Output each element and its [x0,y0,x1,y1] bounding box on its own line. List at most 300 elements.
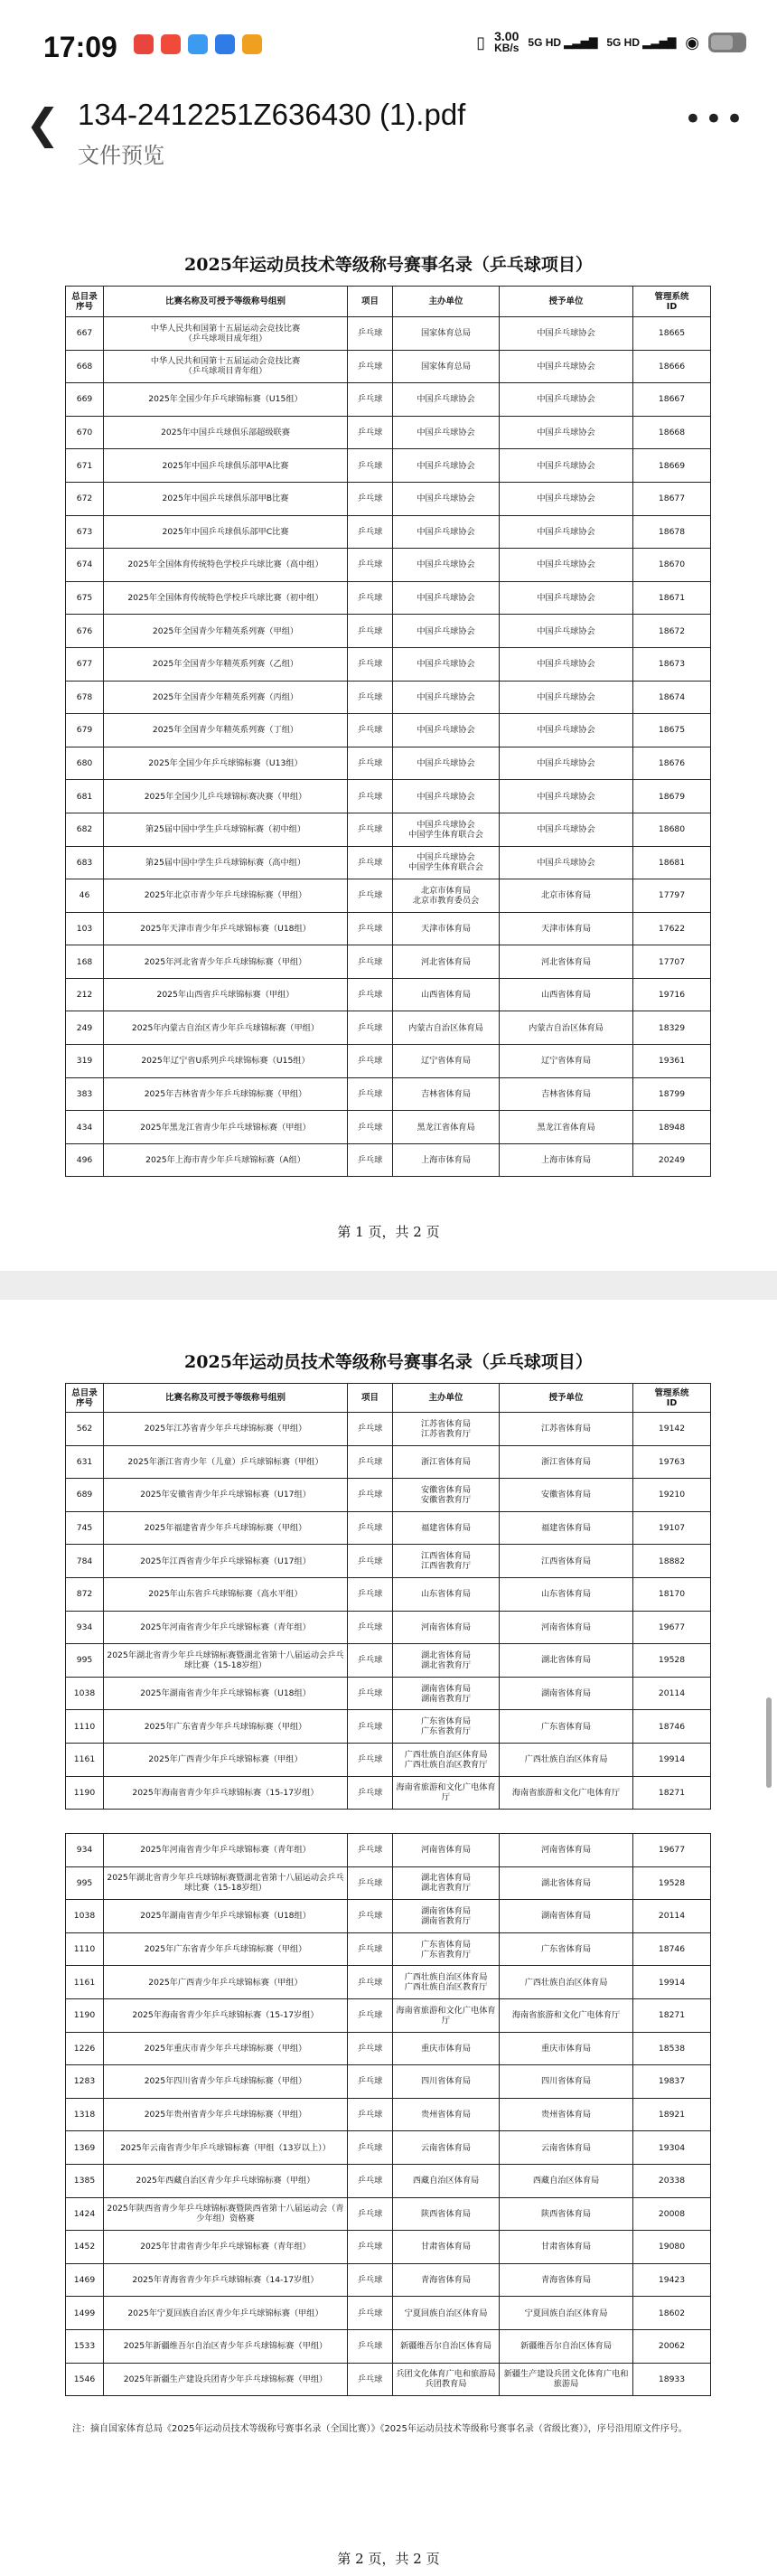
cell-index: 1161 [66,1743,104,1776]
cell-index: 995 [66,1644,104,1678]
cell-system-id: 19914 [633,1743,711,1776]
cell-organizer: 广西壮族自治区体育局 广西壮族自治区教育厅 [393,1966,500,1999]
cell-grantor: 湖北省体育局 [500,1644,633,1678]
cell-system-id: 19716 [633,978,711,1011]
cell-organizer: 山西省体育局 [393,978,500,1011]
cell-organizer: 中国乒乓球协会 中国学生体育联合会 [393,846,500,879]
cell-organizer: 宁夏回族自治区体育局 [393,2297,500,2330]
cell-index: 1283 [66,2065,104,2099]
table-row [66,1866,711,1900]
table-row [66,1445,711,1479]
cell-event-name: 2025年全国青少年精英系列赛（丁组） [104,714,348,747]
cell-index: 1318 [66,2098,104,2131]
cell-system-id: 18674 [633,681,711,714]
cell-index: 1226 [66,2032,104,2065]
table-row [66,1611,711,1644]
cell-system-id: 20249 [633,1143,711,1177]
cell-system-id: 19837 [633,2065,711,2099]
cell-sport: 乒乓球 [348,2032,393,2065]
cell-grantor: 山东省体育局 [500,1577,633,1611]
sim1-signal: 5G HD ▂▃▅▇ [528,36,598,49]
cell-system-id: 20114 [633,1900,711,1933]
cell-organizer: 内蒙古自治区体育局 [393,1011,500,1045]
table-row [66,350,711,383]
table-row [66,1111,711,1144]
cell-sport: 乒乓球 [348,2197,393,2231]
cell-index: 934 [66,1834,104,1867]
data-saver-icon: ▯ [476,33,486,52]
cell-organizer: 广东省体育局 广东省教育厅 [393,1710,500,1744]
cell-sport: 乒乓球 [348,2131,393,2165]
pdf-page-2 [0,1300,777,2576]
cell-event-name: 2025年全国青少年精英系列赛（丙组） [104,681,348,714]
cell-system-id: 18672 [633,615,711,648]
cell-system-id: 18677 [633,482,711,515]
cell-index: 1533 [66,2329,104,2363]
cell-system-id: 18665 [633,317,711,351]
cell-event-name: 2025年广东省青少年乒乓球锦标赛（甲组） [104,1710,348,1744]
table-row [66,2065,711,2099]
cell-organizer: 上海市体育局 [393,1143,500,1177]
cell-sport: 乒乓球 [348,1077,393,1111]
table-row [66,1710,711,1744]
cell-index: 670 [66,416,104,449]
cell-grantor: 云南省体育局 [500,2131,633,2165]
cell-system-id: 19763 [633,1445,711,1479]
cell-index: 319 [66,1045,104,1078]
table-row [66,1998,711,2032]
cell-sport: 乒乓球 [348,2263,393,2297]
cell-sport: 乒乓球 [348,813,393,846]
table-row [66,1644,711,1678]
cell-event-name: 2025年陕西省青少年乒乓球锦标赛暨陕西省第十八届运动会（青少年组）资格赛 [104,2197,348,2231]
cell-system-id: 19677 [633,1834,711,1867]
cell-grantor: 中国乒乓球协会 [500,846,633,879]
cell-grantor: 浙江省体育局 [500,1445,633,1479]
cell-organizer: 广西壮族自治区体育局 广西壮族自治区教育厅 [393,1743,500,1776]
cell-organizer: 中国乒乓球协会 [393,615,500,648]
cell-grantor: 中国乒乓球协会 [500,747,633,780]
cell-index: 1424 [66,2197,104,2231]
table-row [66,1834,711,1867]
cell-grantor: 中国乒乓球协会 [500,416,633,449]
cell-event-name: 2025年山西省乒乓球锦标赛（甲组） [104,978,348,1011]
table-row [66,1577,711,1611]
cell-event-name: 2025年上海市青少年乒乓球锦标赛（A组） [104,1143,348,1177]
cell-system-id: 18921 [633,2098,711,2131]
cell-system-id: 18948 [633,1111,711,1144]
cell-event-name: 2025年天津市青少年乒乓球锦标赛（U18组） [104,912,348,945]
cell-sport: 乒乓球 [348,615,393,648]
cell-system-id: 18170 [633,1577,711,1611]
table-row [66,1511,711,1545]
cell-event-name: 2025年浙江省青少年（儿童）乒乓球锦标赛（甲组） [104,1445,348,1479]
cell-sport: 乒乓球 [348,1677,393,1710]
cell-grantor: 中国乒乓球协会 [500,780,633,813]
cell-event-name: 2025年江苏省青少年乒乓球锦标赛（甲组） [104,1413,348,1446]
back-arrow-icon[interactable]: ❮ [25,99,61,148]
cell-system-id: 18669 [633,449,711,483]
cell-organizer: 山东省体育局 [393,1577,500,1611]
document-title: 2025年运动员技术等级称号赛事名录（乒乓球项目） [184,255,593,275]
cell-grantor: 江西省体育局 [500,1545,633,1578]
cell-event-name: 2025年广东省青少年乒乓球锦标赛（甲组） [104,1932,348,1966]
cell-organizer: 河南省体育局 [393,1611,500,1644]
table-row [66,515,711,549]
table-row [66,1776,711,1810]
table-row [66,615,711,648]
table-row [66,449,711,483]
cell-system-id: 18271 [633,1776,711,1810]
cell-system-id: 18678 [633,515,711,549]
cell-event-name: 2025年新疆维吾尔自治区青少年乒乓球锦标赛（甲组） [104,2329,348,2363]
table-row [66,912,711,945]
cell-organizer: 河北省体育局 [393,945,500,979]
cell-organizer: 中国乒乓球协会 [393,780,500,813]
cell-system-id: 18668 [633,416,711,449]
cell-system-id: 19080 [633,2231,711,2264]
cell-sport: 乒乓球 [348,879,393,913]
cell-organizer: 吉林省体育局 [393,1077,500,1111]
cell-index: 673 [66,515,104,549]
cell-grantor: 重庆市体育局 [500,2032,633,2065]
cell-sport: 乒乓球 [348,1011,393,1045]
table-row [66,2329,711,2363]
col-id-header: 管理系统 ID [633,1384,711,1413]
cell-grantor: 中国乒乓球协会 [500,350,633,383]
cell-index: 1546 [66,2363,104,2396]
cell-sport: 乒乓球 [348,1834,393,1867]
cell-index: 1190 [66,1998,104,2032]
table-row [66,1011,711,1045]
cell-sport: 乒乓球 [348,747,393,780]
cell-grantor: 内蒙古自治区体育局 [500,1011,633,1045]
app-notification-icon [215,34,235,54]
col-index-header: 总目录 序号 [66,1384,104,1413]
cell-system-id: 18675 [633,714,711,747]
cell-event-name: 2025年全国青少年精英系列赛（甲组） [104,615,348,648]
cell-system-id: 18933 [633,2363,711,2396]
cell-event-name: 2025年广西青少年乒乓球锦标赛（甲组） [104,1743,348,1776]
app-notification-icon [134,34,154,54]
cell-event-name: 2025年重庆市青少年乒乓球锦标赛（甲组） [104,2032,348,2065]
cell-sport: 乒乓球 [348,383,393,417]
cell-organizer: 福建省体育局 [393,1511,500,1545]
cell-system-id: 20008 [633,2197,711,2231]
cell-event-name: 2025年西藏自治区青少年乒乓球锦标赛（甲组） [104,2164,348,2197]
cell-system-id: 19528 [633,1866,711,1900]
cell-sport: 乒乓球 [348,912,393,945]
cell-organizer: 兵团文化体育广电和旅游局 兵团教育局 [393,2363,500,2396]
table-row [66,2231,711,2264]
more-options-icon[interactable]: ••• [683,101,746,137]
cell-system-id: 20062 [633,2329,711,2363]
cell-event-name: 2025年青海省青少年乒乓球锦标赛（14-17岁组） [104,2263,348,2297]
cell-event-name: 2025年新疆生产建设兵团青少年乒乓球锦标赛（甲组） [104,2363,348,2396]
cell-sport: 乒乓球 [348,2329,393,2363]
cell-sport: 乒乓球 [348,1445,393,1479]
cell-grantor: 广东省体育局 [500,1710,633,1744]
cell-organizer: 西藏自治区体育局 [393,2164,500,2197]
cell-sport: 乒乓球 [348,2065,393,2099]
cell-grantor: 海南省旅游和文化广电体育厅 [500,1776,633,1810]
page-gap [0,1271,777,1300]
cell-index: 689 [66,1479,104,1512]
cell-system-id: 18673 [633,647,711,681]
cell-system-id: 19677 [633,1611,711,1644]
cell-grantor: 吉林省体育局 [500,1077,633,1111]
cell-event-name: 2025年中国乒乓球俱乐部甲A比赛 [104,449,348,483]
file-preview-label: 文件预览 [78,143,164,168]
cell-index: 434 [66,1111,104,1144]
cell-organizer: 海南省旅游和文化广电体育厅 [393,1998,500,2032]
cell-system-id: 19361 [633,1045,711,1078]
cell-grantor: 辽宁省体育局 [500,1045,633,1078]
cell-index: 683 [66,846,104,879]
cell-sport: 乒乓球 [348,1966,393,1999]
scrollbar-thumb[interactable] [766,1697,772,1788]
cell-sport: 乒乓球 [348,2297,393,2330]
cell-event-name: 2025年湖南省青少年乒乓球锦标赛（U18组） [104,1677,348,1710]
cell-index: 1038 [66,1677,104,1710]
cell-organizer: 湖南省体育局 湖南省教育厅 [393,1900,500,1933]
cell-index: 679 [66,714,104,747]
cell-index: 1110 [66,1932,104,1966]
events-table-continued [65,1833,711,2396]
cell-sport: 乒乓球 [348,1611,393,1644]
cell-sport: 乒乓球 [348,2098,393,2131]
cell-event-name: 2025年全国体育传统特色学校乒乓球比赛（初中组） [104,581,348,615]
cell-event-name: 2025年四川省青少年乒乓球锦标赛（甲组） [104,2065,348,2099]
cell-event-name: 第25届中国中学生乒乓球锦标赛（初中组） [104,813,348,846]
table-row [66,1545,711,1578]
cell-grantor: 福建省体育局 [500,1511,633,1545]
col-sport-header: 项目 [348,287,393,317]
cell-organizer: 河南省体育局 [393,1834,500,1867]
cell-grantor: 天津市体育局 [500,912,633,945]
cell-sport: 乒乓球 [348,350,393,383]
notification-icons [134,34,262,54]
table-row [66,1966,711,1999]
cell-index: 677 [66,647,104,681]
cell-grantor: 中国乒乓球协会 [500,549,633,582]
cell-index: 103 [66,912,104,945]
cell-grantor: 四川省体育局 [500,2065,633,2099]
cell-grantor: 广西壮族自治区体育局 [500,1966,633,1999]
cell-index: 1369 [66,2131,104,2165]
cell-event-name: 2025年全国少年乒乓球锦标赛（U13组） [104,747,348,780]
cell-index: 383 [66,1077,104,1111]
table-row [66,780,711,813]
cell-event-name: 2025年安徽省青少年乒乓球锦标赛（U17组） [104,1479,348,1512]
table-row [66,2164,711,2197]
cell-grantor: 西藏自治区体育局 [500,2164,633,2197]
cell-index: 1110 [66,1710,104,1744]
table-row [66,2363,711,2396]
cell-sport: 乒乓球 [348,1776,393,1810]
cell-sport: 乒乓球 [348,2231,393,2264]
cell-sport: 乒乓球 [348,1045,393,1078]
events-table [65,1383,711,1810]
cell-grantor: 甘肃省体育局 [500,2231,633,2264]
table-row [66,2032,711,2065]
cell-organizer: 江西省体育局 江西省教育厅 [393,1545,500,1578]
table-row [66,317,711,351]
cell-sport: 乒乓球 [348,416,393,449]
cell-system-id: 20114 [633,1677,711,1710]
cell-event-name: 2025年海南省青少年乒乓球锦标赛（15-17岁组） [104,1776,348,1810]
cell-index: 678 [66,681,104,714]
cell-organizer: 浙江省体育局 [393,1445,500,1479]
cell-system-id: 18676 [633,747,711,780]
cell-organizer: 中国乒乓球协会 [393,482,500,515]
document-title: 2025年运动员技术等级称号赛事名录（乒乓球项目） [184,1352,593,1372]
cell-sport: 乒乓球 [348,1866,393,1900]
cell-grantor: 江苏省体育局 [500,1413,633,1446]
cell-event-name: 2025年中国乒乓球俱乐部甲C比赛 [104,515,348,549]
cell-grantor: 中国乒乓球协会 [500,515,633,549]
cell-sport: 乒乓球 [348,1710,393,1744]
cell-sport: 乒乓球 [348,549,393,582]
table-row [66,2098,711,2131]
cell-sport: 乒乓球 [348,317,393,351]
cell-event-name: 2025年湖北省青少年乒乓球锦标赛暨湖北省第十八届运动会乒乓球比赛（15-18岁组） [104,1644,348,1678]
cell-event-name: 2025年宁夏回族自治区青少年乒乓球锦标赛（甲组） [104,2297,348,2330]
cell-organizer: 中国乒乓球协会 [393,647,500,681]
cell-sport: 乒乓球 [348,1577,393,1611]
cell-event-name: 2025年云南省青少年乒乓球锦标赛（甲组（13岁以上）） [104,2131,348,2165]
col-grantor-header: 授予单位 [500,1384,633,1413]
cell-index: 672 [66,482,104,515]
cell-grantor: 新疆生产建设兵团文化体育广电和旅游局 [500,2363,633,2396]
cell-system-id: 18799 [633,1077,711,1111]
cell-grantor: 黑龙江省体育局 [500,1111,633,1144]
table-row [66,978,711,1011]
cell-organizer: 中国乒乓球协会 [393,681,500,714]
cell-sport: 乒乓球 [348,1644,393,1678]
cell-grantor: 宁夏回族自治区体育局 [500,2297,633,2330]
cell-organizer: 陕西省体育局 [393,2197,500,2231]
cell-grantor: 中国乒乓球协会 [500,647,633,681]
cell-event-name: 2025年湖北省青少年乒乓球锦标赛暨湖北省第十八届运动会乒乓球比赛（15-18岁组） [104,1866,348,1900]
cell-system-id: 18271 [633,1998,711,2032]
table-row [66,1932,711,1966]
document-note: 注：摘自国家体育总局《2025年运动员技术等级称号赛事名录（全国比赛）》《2025年运动员技术等级称号赛事名录（省级比赛）》，序号沿用原文件序号。 [72,2424,688,2434]
cell-grantor: 中国乒乓球协会 [500,714,633,747]
cell-organizer: 新疆维吾尔自治区体育局 [393,2329,500,2363]
cell-system-id: 18679 [633,780,711,813]
cell-index: 682 [66,813,104,846]
cell-sport: 乒乓球 [348,780,393,813]
cell-system-id: 18667 [633,383,711,417]
cell-grantor: 青海省体育局 [500,2263,633,2297]
cell-index: 168 [66,945,104,979]
cell-grantor: 中国乒乓球协会 [500,449,633,483]
cell-sport: 乒乓球 [348,945,393,979]
cell-index: 496 [66,1143,104,1177]
cell-sport: 乒乓球 [348,714,393,747]
table-row [66,2297,711,2330]
cell-organizer: 湖南省体育局 湖南省教育厅 [393,1677,500,1710]
table-row [66,482,711,515]
cell-index: 667 [66,317,104,351]
cell-system-id: 19210 [633,1479,711,1512]
cell-index: 676 [66,615,104,648]
cell-grantor: 河北省体育局 [500,945,633,979]
cell-event-name: 2025年中国乒乓球俱乐部甲B比赛 [104,482,348,515]
cell-index: 212 [66,978,104,1011]
file-name: 134-2412251Z636430 (1).pdf [78,98,466,131]
status-time: 17:09 [43,31,117,63]
cell-sport: 乒乓球 [348,1479,393,1512]
table-row [66,879,711,913]
cell-grantor: 北京市体育局 [500,879,633,913]
cell-index: 631 [66,1445,104,1479]
cell-index: 562 [66,1413,104,1446]
cell-organizer: 北京市体育局 北京市教育委员会 [393,879,500,913]
cell-sport: 乒乓球 [348,581,393,615]
cell-grantor: 中国乒乓球协会 [500,317,633,351]
cell-index: 784 [66,1545,104,1578]
cell-system-id: 18882 [633,1545,711,1578]
table-header-row [66,1384,711,1413]
cell-system-id: 20338 [633,2164,711,2197]
cell-grantor: 山西省体育局 [500,978,633,1011]
table-header-row [66,287,711,317]
table-row [66,813,711,846]
cell-event-name: 2025年福建省青少年乒乓球锦标赛（甲组） [104,1511,348,1545]
cell-organizer: 安徽省体育局 安徽省教育厅 [393,1479,500,1512]
cell-system-id: 18681 [633,846,711,879]
cell-system-id: 17707 [633,945,711,979]
cell-sport: 乒乓球 [348,482,393,515]
cell-organizer: 国家体育总局 [393,350,500,383]
cell-event-name: 2025年全国少年乒乓球锦标赛（U15组） [104,383,348,417]
table-row [66,581,711,615]
cell-sport: 乒乓球 [348,1932,393,1966]
cell-system-id: 19423 [633,2263,711,2297]
cell-grantor: 湖南省体育局 [500,1677,633,1710]
table-row [66,747,711,780]
table-row [66,416,711,449]
table-row [66,1045,711,1078]
app-notification-icon [242,34,262,54]
cell-grantor: 河南省体育局 [500,1834,633,1867]
cell-grantor: 安徽省体育局 [500,1479,633,1512]
cell-organizer: 中国乒乓球协会 [393,714,500,747]
cell-system-id: 18680 [633,813,711,846]
table-row [66,1677,711,1710]
cell-organizer: 江苏省体育局 江苏省教育厅 [393,1413,500,1446]
col-organizer-header: 主办单位 [393,287,500,317]
cell-grantor: 中国乒乓球协会 [500,482,633,515]
table-row [66,1413,711,1446]
cell-index: 934 [66,1611,104,1644]
pdf-page-1 [0,177,777,1271]
cell-event-name: 2025年内蒙古自治区青少年乒乓球锦标赛（甲组） [104,1011,348,1045]
events-table [65,286,711,1177]
table-row [66,1077,711,1111]
cell-system-id: 17797 [633,879,711,913]
table-row [66,714,711,747]
cell-system-id: 18602 [633,2297,711,2330]
sim2-signal: 5G HD ▂▃▅▇ [606,36,677,49]
cell-system-id: 19304 [633,2131,711,2165]
cell-event-name: 2025年河南省青少年乒乓球锦标赛（青年组） [104,1611,348,1644]
cell-index: 681 [66,780,104,813]
col-grantor-header: 授予单位 [500,287,633,317]
page-footer: 第 2 页，共 2 页 [337,2551,440,2567]
